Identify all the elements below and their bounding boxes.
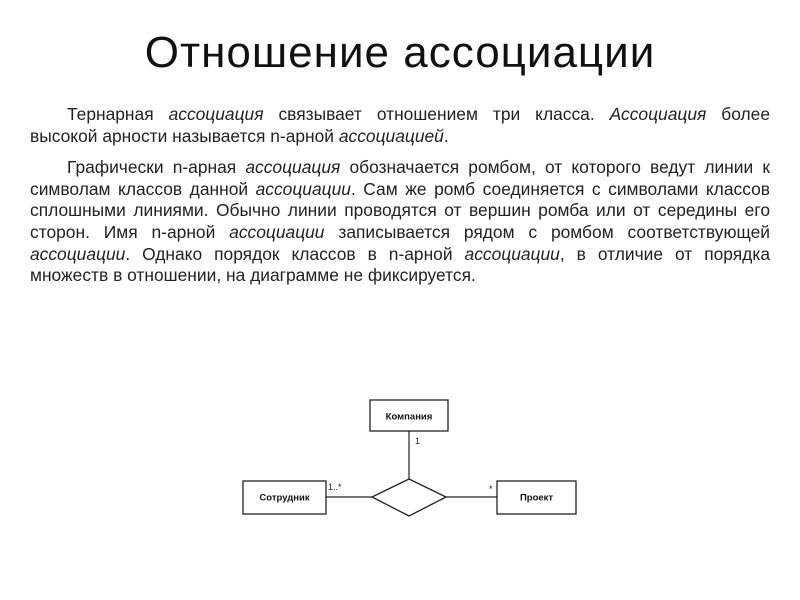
slide-title: Отношение ассоциации (144, 28, 656, 77)
class-box-employee (243, 481, 326, 514)
italic-term: ассоциации (255, 178, 351, 199)
class-label-employee: Сотрудник (259, 492, 310, 504)
text-run: , в отличие от порядка множеств в отношении, на диаграмме не фиксируется. (30, 243, 770, 286)
class-box-company (370, 400, 448, 431)
text-run: . Сам же ромб соединяется с символами классов сплошными линиями. Обычно линии проводятся от вершин ромба или от середины его сторон. Имя n-арной (30, 178, 770, 242)
class-label-company: Компания (385, 411, 433, 423)
text-run: Графически n-арная (67, 157, 246, 178)
text-run: Тернарная (67, 104, 169, 124)
class-label-project: Проект (519, 492, 554, 504)
italic-term: ассоциации (464, 243, 560, 264)
text-run: записывается рядом с ромбом соответствующей (324, 221, 770, 242)
multiplicity-project: * (489, 484, 493, 494)
italic-term: ассоциации (229, 221, 325, 242)
class-box-project (497, 481, 576, 514)
italic-term: ассоциацией (338, 125, 444, 146)
text-run: более высокой арности называется n-арной (30, 104, 771, 146)
text-run: . (443, 125, 449, 146)
italic-term: Ассоциация (609, 104, 707, 124)
multiplicity-employee: 1..* (328, 482, 342, 492)
text-run: . Однако порядок классов в n-арной (125, 243, 465, 264)
association-diamond (372, 479, 446, 516)
italic-term: ассоциации (30, 243, 126, 264)
multiplicity-company: 1 (415, 436, 421, 446)
italic-term: ассоциация (168, 104, 264, 124)
text-run: обозначается ромбом, от которого ведут линии к символам классов данной (30, 157, 770, 199)
text-run: связывает отношением три класса. (263, 104, 610, 124)
italic-term: ассоциация (245, 157, 341, 178)
